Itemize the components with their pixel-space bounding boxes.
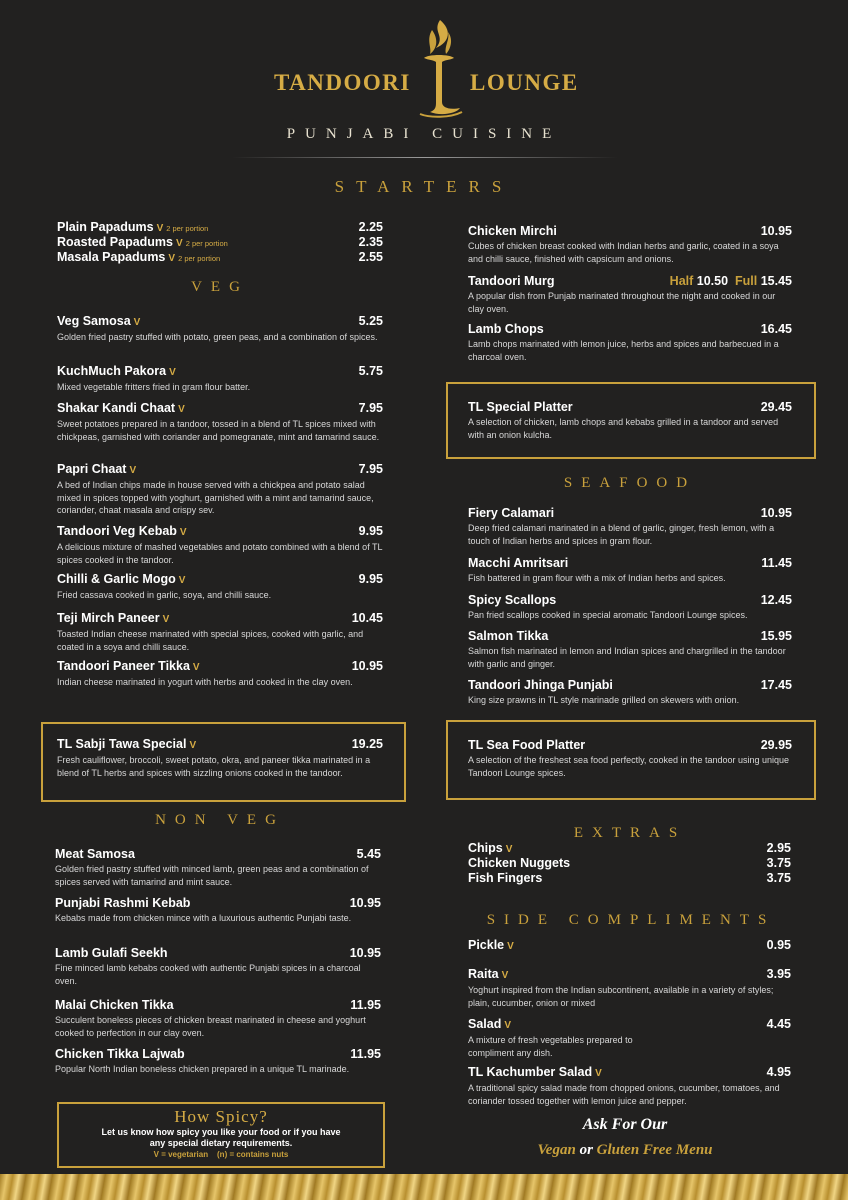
- menu-item-tl-sabji-tawa-special: TL Sabji Tawa Special V 19.25 Fresh cauliflower, broccoli, sweet potato, okra, and paneer tikka marinated in a blend of TL herbs and spices with sizzling onions cooked in the tandoor.: [57, 737, 383, 778]
- menu-item-tandoori-paneer-tikka: Tandoori Paneer Tikka V 10.95 Indian cheese marinated in yogurt with herbs and cooked in the clay oven.: [57, 659, 383, 687]
- menu-item-spicy-scallops: Spicy Scallops 12.45 Pan fried scallops cooked in special aromatic Tandoori Lounge spices.: [468, 593, 792, 620]
- menu-item-tandoori-veg-kebab: Tandoori Veg Kebab V 9.95 A delicious mixture of mashed vegetables and potato combined with a blend of TL spices cooked in the tandoor.: [57, 524, 383, 565]
- header-divider: [232, 157, 618, 158]
- menu-item-tl-special-platter: TL Special Platter 29.45 A selection of chicken, lamb chops and kebabs grilled in a tandoor and served with an onion kulcha.: [468, 400, 792, 440]
- menu-item-chicken-nuggets: Chicken Nuggets 3.75: [468, 856, 791, 870]
- menu-item-teji-mirch-paneer: Teji Mirch Paneer V 10.45 Toasted Indian cheese marinated with special spices, cooked with garlic, and coated in a soya and chilli sauce.: [57, 611, 383, 652]
- menu-item-chicken-tikka-lajwab: Chicken Tikka Lajwab 11.95 Popular North Indian boneless chicken prepared in a unique TL marinade.: [55, 1047, 381, 1074]
- section-title-extras: EXTRAS: [573, 825, 687, 841]
- vegan-gluten-free-menu: Vegan or Gluten Free Menu: [537, 1142, 713, 1158]
- menu-item-punjabi-rashmi-kebab: Punjabi Rashmi Kebab 10.95 Kebabs made from chicken mince with a luxurious authentic Punjabi taste.: [55, 896, 381, 923]
- menu-item-fiery-calamari: Fiery Calamari 10.95 Deep fried calamari marinated in a blend of garlic, ginger, fresh lemon, with a touch of Indian herbs and spices in gram flour.: [468, 506, 792, 546]
- menu-item-roasted-papadums: Roasted Papadums V 2 per portion 2.35: [57, 235, 383, 249]
- menu-item-chicken-mirchi: Chicken Mirchi 10.95 Cubes of chicken breast cooked with Indian herbs and garlic, coated in a soya and chilli sauce, finished with capsicum and onions.: [468, 224, 792, 264]
- menu-item-chilli-garlic-mogo: Chilli & Garlic Mogo V 9.95 Fried cassava cooked in garlic, soya, and chilli sauce.: [57, 572, 383, 600]
- menu-item-veg-samosa: Veg Samosa V 5.25 Golden fried pastry stuffed with potato, green peas, and a combination of spices.: [57, 314, 383, 342]
- section-title-non-veg: NON VEG: [155, 812, 285, 828]
- section-title-side-compliments: SIDE COMPLIMENTS: [486, 912, 776, 928]
- how-spicy-line1: Let us know how spicy you like your food or if you have: [101, 1127, 341, 1137]
- how-spicy-title: How Spicy?: [174, 1107, 268, 1126]
- brand-name-left: TANDOORI: [274, 70, 411, 95]
- menu-item-papri-chaat: Papri Chaat V 7.95 A bed of Indian chips made in house served with a chickpea and potato salad mixed in spices topped with yoghurt, garnished with a mint and tamarind sauce, coriander, chaat masala and crispy sev.: [57, 462, 383, 515]
- subtitle: PUNJABI CUISINE: [286, 126, 562, 142]
- gold-foil-strip: [0, 1174, 848, 1200]
- menu-item-salmon-tikka: Salmon Tikka 15.95 Salmon fish marinated in lemon and Indian spices and chargrilled in the tandoor with garlic and ginger.: [468, 629, 792, 669]
- menu-item-raita: Raita V 3.95 Yoghurt inspired from the Indian subcontinent, available in a variety of styles; plain, cucumber, onion or mixed: [468, 967, 791, 1008]
- ask-for-our: Ask For Our: [582, 1116, 668, 1133]
- section-title-seafood: SEAFOOD: [563, 475, 697, 491]
- menu-item-shakar-kandi-chaat: Shakar Kandi Chaat V 7.95 Sweet potatoes prepared in a tandoor, tossed in a blend of TL spices mixed with chickpeas, garnished with coriander and pomegranate, mint and tamarind sauce.: [57, 401, 383, 442]
- menu-item-masala-papadums: Masala Papadums V 2 per portion 2.55: [57, 250, 383, 264]
- menu-item-lamb-chops: Lamb Chops 16.45 Lamb chops marinated with lemon juice, herbs and spices and barbecued in a charcoal oven.: [468, 322, 792, 362]
- how-spicy-line2: any special dietary requirements.: [149, 1138, 293, 1148]
- menu-item-chips: Chips V 2.95: [468, 841, 791, 855]
- menu-item-salad: Salad V 4.45 A mixture of fresh vegetables prepared to compliment any dish.: [468, 1017, 791, 1058]
- how-spicy-box: [57, 1102, 385, 1168]
- menu-item-plain-papadums: Plain Papadums V 2 per portion 2.25: [57, 220, 383, 234]
- menu-item-pickle: Pickle V 0.95: [468, 938, 791, 952]
- menu-item-tandoori-murg: Tandoori Murg Half 10.50 Full 15.45 A popular dish from Punjab marinated throughout the night and cooked in our clay oven.: [468, 274, 792, 314]
- menu-item-malai-chicken-tikka: Malai Chicken Tikka 11.95 Succulent boneless pieces of chicken breast marinated in cheese and yoghurt cooked to perfection in our clay oven.: [55, 998, 381, 1038]
- menu-item-kuchmuch-pakora: KuchMuch Pakora V 5.75 Mixed vegetable fritters fried in gram flour batter.: [57, 364, 383, 392]
- menu-item-lamb-gulafi-seekh: Lamb Gulafi Seekh 10.95 Fine minced lamb kebabs cooked with authentic Punjabi spices in a charcoal oven.: [55, 946, 381, 986]
- menu-item-meat-samosa: Meat Samosa 5.45 Golden fried pastry stuffed with minced lamb, green peas and a combination of spices served with tamarind and mint sauce.: [55, 847, 381, 887]
- section-title-veg: VEG: [191, 279, 249, 295]
- menu-item-tandoori-jhinga-punjabi: Tandoori Jhinga Punjabi 17.45 King size prawns in TL style marinade grilled on skewers with onion.: [468, 678, 792, 705]
- menu-item-tl-sea-food-platter: TL Sea Food Platter 29.95 A selection of the freshest sea food perfectly, cooked in the tandoor using unique Tandoori Lounge spices.: [468, 738, 792, 778]
- dietary-legend: V = vegetarian (n) = contains nuts: [153, 1150, 289, 1159]
- brand-name-right: LOUNGE: [470, 70, 579, 95]
- menu-item-macchi-amritsari: Macchi Amritsari 11.45 Fish battered in gram flour with a mix of Indian herbs and spices.: [468, 556, 792, 583]
- menu-item-tl-kachumber-salad: TL Kachumber Salad V 4.95 A traditional spicy salad made from chopped onions, cucumber, tomatoes, and coriander tossed together with lemon juice and pepper.: [468, 1065, 791, 1106]
- menu-item-fish-fingers: Fish Fingers 3.75: [468, 871, 791, 885]
- section-title-starters: STARTERS: [334, 177, 514, 196]
- flame-l-monogram-icon: [410, 18, 468, 118]
